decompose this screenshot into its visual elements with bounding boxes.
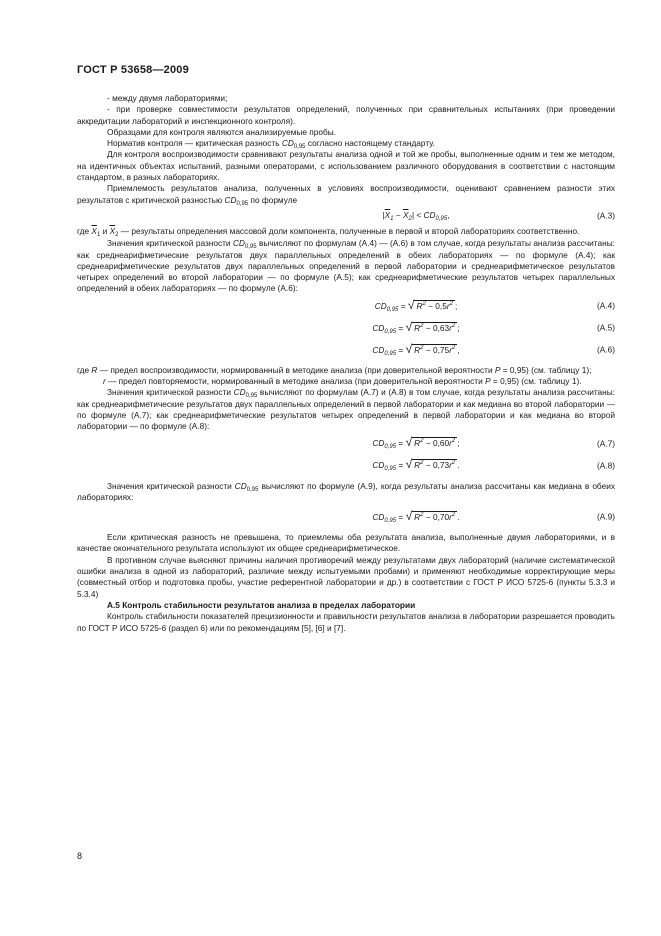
- page-number: 8: [77, 851, 83, 861]
- formula-expression: $CD_{0,95}$ = √ $R^2 - 0,60r^2$ ;: [372, 435, 460, 451]
- paragraph: где R — предел воспроизводимости, нормированный в методике анализа (при доверительной вероятности P = 0,95) (см. таблицу 1);: [77, 364, 592, 375]
- list-item: - между двумя лабораториями;: [107, 93, 228, 103]
- formula-number: (А.5): [597, 322, 615, 333]
- formula-number: (А.3): [597, 210, 615, 221]
- paragraph: Для контроля воспроизводимости сравнивают результаты анализа одной и той же пробы, выполненные одним и тем же методом, на идентичных объектах испытаний, разными операторами, с использованием различного оборудования в соответствии с настоящим стандартом, в разных лабораториях.: [77, 149, 615, 183]
- list-item: - при проверке совместимости результатов определений, полученных при сравнительных испытаниях (при проведении аккредитации лабораторий и инспекционного контроля).: [77, 104, 615, 126]
- formula-a8: [77, 455, 615, 477]
- formula-a7: [77, 433, 615, 455]
- formula-a6: [77, 339, 615, 361]
- paragraph: В противном случае выясняют причины наличия противоречий между результатами двух лабораторий (наличие систематической ошибки анализа в одной из лабораторий, различие между испытуемыми пробами) и применяют необходимые корректирующие меры (совместный отбор и подготовка пробы, участие референтной лаборатории и др.) в соответствии с ГОСТ Р ИСО 5725-6 (пункты 5.3.3 и 5.3.4): [77, 554, 615, 599]
- formula-expression: $CD_{0,95}$ = √ $R^2 - 0,70r^2$ .: [372, 508, 460, 524]
- paragraph: Образцами для контроля являются анализируемые пробы.: [107, 126, 337, 137]
- formula-number: (А.4): [597, 300, 615, 311]
- formula-a4: [77, 295, 615, 317]
- paragraph: Контроль стабильности показателей прецизионности и правильности результатов анализа в лаборатории разрешается проводить по ГОСТ Р ИСО 5725-6 (раздел 6) или по рекомендациям [5], [6] и [7].: [77, 611, 615, 633]
- formula-expression: $CD_{0,95}$ = √ $R^2 - 0,75r^2$ ,: [372, 341, 460, 357]
- formula-number: (А.7): [597, 437, 615, 448]
- document-header: ГОСТ Р 53658—2009: [77, 64, 189, 76]
- paragraph: Если критическая разность не превышена, то приемлемы оба результата анализа, выполненные двумя лабораториями, и в качестве окончательного результата используют их общее среднеарифметическое.: [77, 532, 615, 554]
- paragraph: r — предел повторяемости, нормированный в методике анализа (при доверительной вероятности P = 0,95) (см. таблицу 1).: [103, 376, 582, 387]
- formula-a5: [77, 317, 615, 339]
- formula-number: (А.9): [597, 511, 615, 522]
- section-heading: А.5 Контроль стабильности результатов анализа в пределах лаборатории: [107, 599, 416, 610]
- formula-expression: $CD_{0,95}$ = √ $R^2 - 0,73r^2$ .: [372, 457, 460, 473]
- paragraph: Приемлемость результатов анализа, полученных в условиях воспроизводимости, оценивают сравнением разности этих результатов с критической разностью $CD_{0,95}$ по формуле: [77, 183, 615, 207]
- formula-a3: [77, 206, 615, 226]
- formula-number: (А.8): [597, 459, 615, 470]
- formula-a9: [77, 506, 615, 528]
- paragraph: Значения критической разности $CD_{0,95}$ вычисляют по формулам (А.7) и (А.8) в том случае, когда результаты анализа рассчитаны: как среднеарифметические результатов двух параллельных определений в первой лаборатории и как медиана во второй лаборатории — по формуле (А.7); как среднеарифметические результатов четырех определений в первой лаборатории и как медиана во второй лаборатории — по формуле (А.8):: [77, 387, 616, 432]
- formula-expression: $CD_{0,95}$ = √ $R^2 - 0,5r^2$ ;: [374, 297, 458, 313]
- paragraph: Норматив контроля — критическая разность $CD_{0,95}$ согласно настоящему стандарту.: [107, 138, 435, 151]
- formula-expression: $|\overline{X}_1 - \overline{X}_2| < CD_{0,95}$,: [382, 210, 450, 223]
- document-body: [77, 93, 615, 634]
- paragraph: Значения критической разности $CD_{0,95}$ вычисляют по формуле (А.9), когда результаты анализа рассчитаны как медиана в обеих лабораториях:: [77, 480, 615, 502]
- paragraph: Значения критической разности $CD_{0,95}$ вычисляют по формулам (А.4) — (А.6) в том случае, когда результаты анализа рассчитаны: как среднеарифметические результатов двух параллельных определений в обеих лабораториях — по формуле (А.4); как среднеарифметические результатов двух параллельных определений в первой лаборатории и среднеарифметическое результатов четырех определений во второй лаборатории — по формуле (А.5); как среднеарифметические результатов четырех параллельных определений в обеих лабораториях — по формуле (А.6):: [77, 238, 615, 294]
- formula-number: (А.6): [597, 344, 615, 355]
- paragraph: где $\overline{X}_1$ и $\overline{X}_2$ — результаты определения массовой доли компонента, полученные в первой и второй лабораториях соответственно.: [77, 225, 580, 238]
- formula-expression: $CD_{0,95}$ = √ $R^2 - 0,63r^2$ ;: [372, 319, 460, 335]
